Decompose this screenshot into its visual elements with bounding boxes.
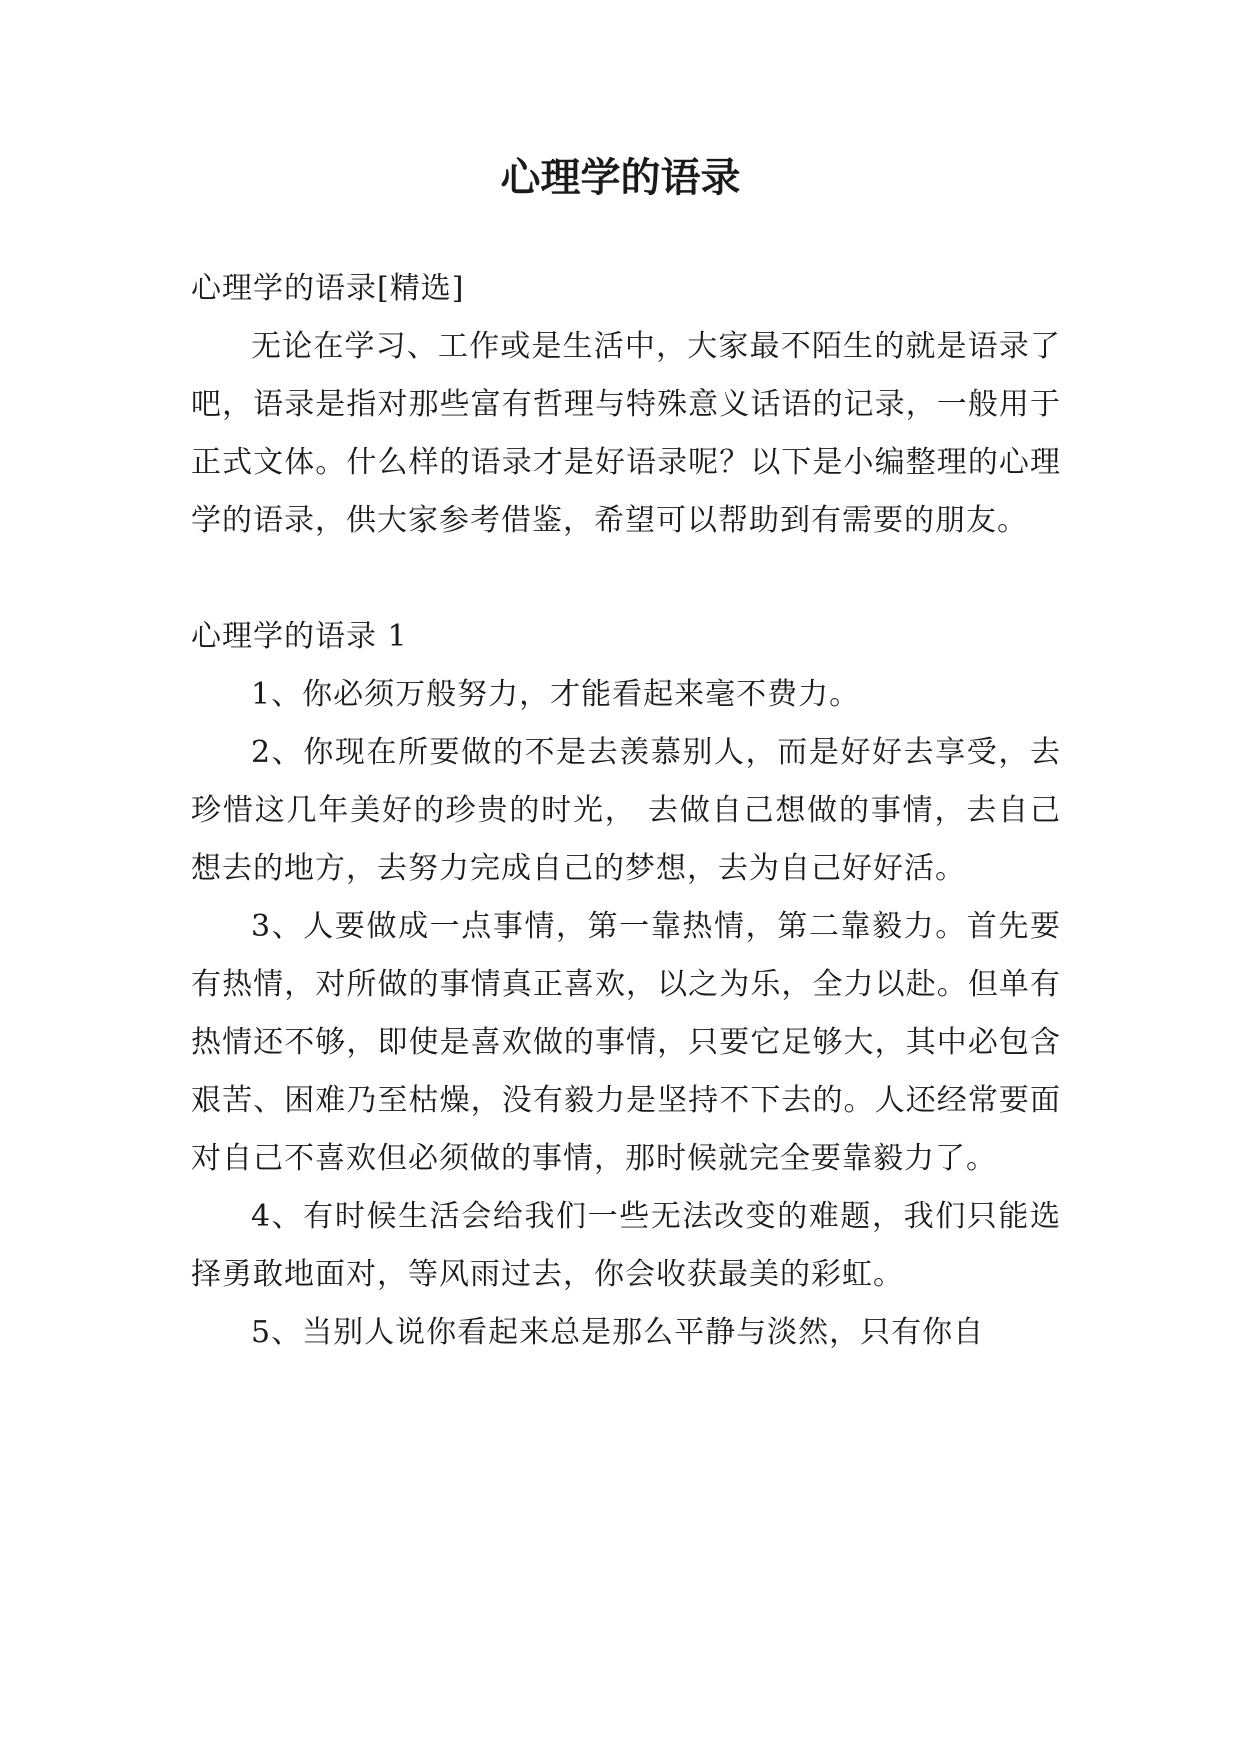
section-spacer — [191, 550, 1061, 608]
quote-item-3: 3、人要做成一点事情，第一靠热情，第二靠毅力。首先要有热情，对所做的事情真正喜欢，以之为乐，全力以赴。但单有热情还不够，即使是喜欢做的事情，只要它足够大，其中必包含艰苦、困难乃至枯燥，没有毅力是坚持不下去的。人还经常要面对自己不喜欢但必须做的事情，那时候就完全要靠毅力了。 — [191, 909, 1061, 1176]
document-body — [191, 260, 1061, 1362]
quote-item-5: 5、当别人说你看起来总是那么平静与淡然，只有你自 — [251, 1315, 985, 1350]
intro-heading: 心理学的语录[精选] — [191, 271, 465, 306]
intro-paragraph: 无论在学习、工作或是生活中，大家最不陌生的就是语录了吧，语录是指对那些富有哲理与特殊意义话语的记录，一般用于正式文体。什么样的语录才是好语录呢？以下是小编整理的心理学的语录，供大家参考借鉴，希望可以帮助到有需要的朋友。 — [191, 329, 1061, 538]
section-heading: 心理学的语录 1 — [191, 619, 408, 654]
quote-item-4: 4、有时候生活会给我们一些无法改变的难题，我们只能选择勇敢地面对，等风雨过去，你会收获最美的彩虹。 — [191, 1199, 1061, 1292]
quote-item-1: 1、你必须万般努力，才能看起来毫不费力。 — [251, 677, 861, 712]
quote-item-2: 2、你现在所要做的不是去羡慕别人，而是好好去享受，去珍惜这几年美好的珍贵的时光， 去做自己想做的事情，去自己想去的地方，去努力完成自己的梦想，去为自己好好活。 — [191, 735, 1061, 886]
document-title: 心理学的语录 — [500, 155, 741, 201]
